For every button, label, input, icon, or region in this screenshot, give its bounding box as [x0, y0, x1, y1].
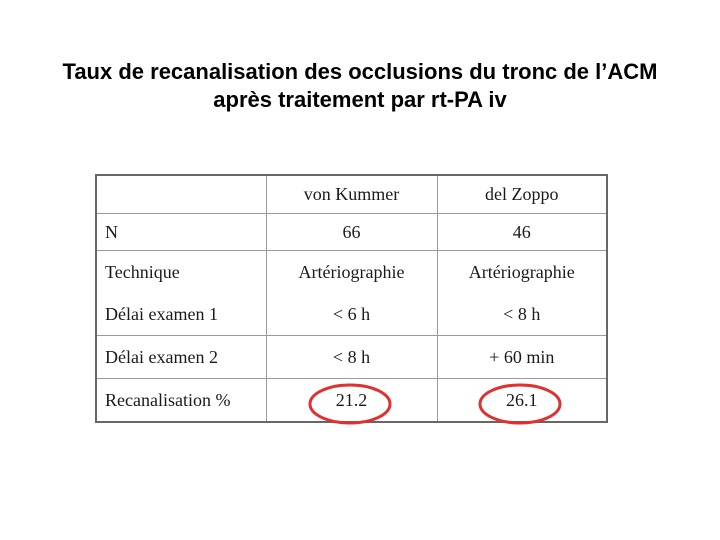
- row-label: Technique: [96, 251, 266, 294]
- title-line-2: après traitement par rt-PA iv: [213, 87, 507, 112]
- row-label: N: [96, 214, 266, 251]
- row-label: Délai examen 1: [96, 293, 266, 336]
- table-row: [96, 336, 607, 379]
- header-cell-empty: [96, 175, 266, 214]
- cell-del-zoppo: < 8 h: [437, 293, 607, 336]
- table-row: [96, 251, 607, 294]
- cell-del-zoppo: 46: [437, 214, 607, 251]
- row-label: Recanalisation %: [96, 379, 266, 423]
- table-row: [96, 379, 607, 423]
- row-label: Délai examen 2: [96, 336, 266, 379]
- cell-del-zoppo: Artériographie: [437, 251, 607, 294]
- title-line-1: Taux de recanalisation des occlusions du tronc de l’ACM: [62, 59, 658, 84]
- cell-del-zoppo-highlighted: 26.1: [437, 379, 607, 423]
- cell-von-kummer: < 8 h: [266, 336, 437, 379]
- cell-von-kummer: Artériographie: [266, 251, 437, 294]
- table-row: [96, 293, 607, 336]
- cell-von-kummer: 66: [266, 214, 437, 251]
- header-cell-del-zoppo: del Zoppo: [437, 175, 607, 214]
- cell-von-kummer: < 6 h: [266, 293, 437, 336]
- cell-von-kummer-highlighted: 21.2: [266, 379, 437, 423]
- header-cell-von-kummer: von Kummer: [266, 175, 437, 214]
- comparison-table: [95, 174, 608, 423]
- table-row: [96, 214, 607, 251]
- slide-title: [0, 58, 720, 114]
- table-header-row: [96, 175, 607, 214]
- cell-del-zoppo: + 60 min: [437, 336, 607, 379]
